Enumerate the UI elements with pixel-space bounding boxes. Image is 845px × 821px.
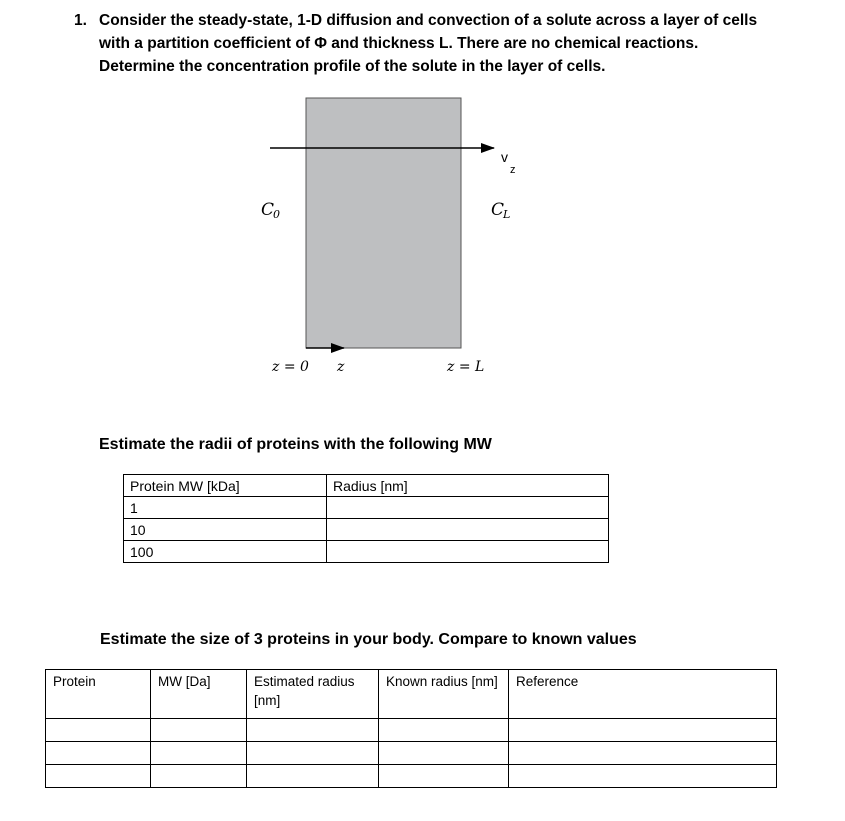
radii-radius-cell[interactable]	[327, 541, 609, 563]
velocity-label: v	[501, 149, 508, 165]
cell-layer	[306, 98, 461, 348]
table-row	[124, 497, 609, 519]
table-row	[46, 765, 777, 788]
size-cell[interactable]	[509, 765, 777, 788]
problem-text-line-3: Determine the concentration profile of the solute in the layer of cells.	[99, 58, 606, 75]
z-start-label: z = 0	[272, 359, 309, 375]
radii-heading: Estimate the radii of proteins with the following MW	[99, 436, 492, 453]
protein-size-table	[45, 669, 777, 788]
size-header-reference: Reference	[509, 670, 777, 719]
size-cell[interactable]	[247, 765, 379, 788]
radii-mw-cell: 1	[124, 497, 327, 519]
size-cell[interactable]	[151, 742, 247, 765]
problem-text-line-1: Consider the steady-state, 1-D diffusion and convection of a solute across a layer of cells	[99, 12, 758, 29]
radii-mw-cell: 100	[124, 541, 327, 563]
radii-table-header	[124, 475, 609, 497]
problem-number: 1.	[74, 12, 87, 29]
size-header-mw: MW [Da]	[151, 670, 247, 719]
table-row	[46, 719, 777, 742]
size-cell[interactable]	[151, 765, 247, 788]
size-header-known-radius: Known radius [nm]	[379, 670, 509, 719]
size-cell[interactable]	[379, 765, 509, 788]
size-cell[interactable]	[509, 719, 777, 742]
size-heading: Estimate the size of 3 proteins in your body. Compare to known values	[100, 631, 637, 648]
radii-header-mw: Protein MW [kDa]	[124, 475, 327, 497]
velocity-subscript: z	[510, 164, 516, 176]
radii-table	[123, 474, 609, 563]
z-axis-label: z	[337, 359, 345, 375]
z-end-label: z = L	[447, 359, 485, 375]
radii-header-radius: Radius [nm]	[327, 475, 609, 497]
table-row	[124, 519, 609, 541]
left-concentration-label: C	[261, 200, 275, 220]
size-cell[interactable]	[151, 719, 247, 742]
size-cell[interactable]	[379, 719, 509, 742]
radii-radius-cell[interactable]	[327, 497, 609, 519]
size-cell[interactable]	[509, 742, 777, 765]
problem-text-line-2: with a partition coefficient of Φ and thickness L. There are no chemical reactions.	[99, 35, 699, 52]
size-header-protein: Protein	[46, 670, 151, 719]
left-concentration-subscript: 0	[273, 208, 280, 221]
size-cell[interactable]	[379, 742, 509, 765]
size-cell[interactable]	[46, 719, 151, 742]
size-cell[interactable]	[46, 765, 151, 788]
radii-radius-cell[interactable]	[327, 519, 609, 541]
size-cell[interactable]	[247, 719, 379, 742]
right-concentration-subscript: L	[503, 208, 511, 221]
size-table-header	[46, 670, 777, 719]
table-row	[46, 742, 777, 765]
size-cell[interactable]	[247, 742, 379, 765]
size-header-estimated-radius: Estimated radius [nm]	[247, 670, 379, 719]
table-row	[124, 541, 609, 563]
radii-mw-cell: 10	[124, 519, 327, 541]
size-cell[interactable]	[46, 742, 151, 765]
right-concentration-label: C	[491, 200, 505, 220]
